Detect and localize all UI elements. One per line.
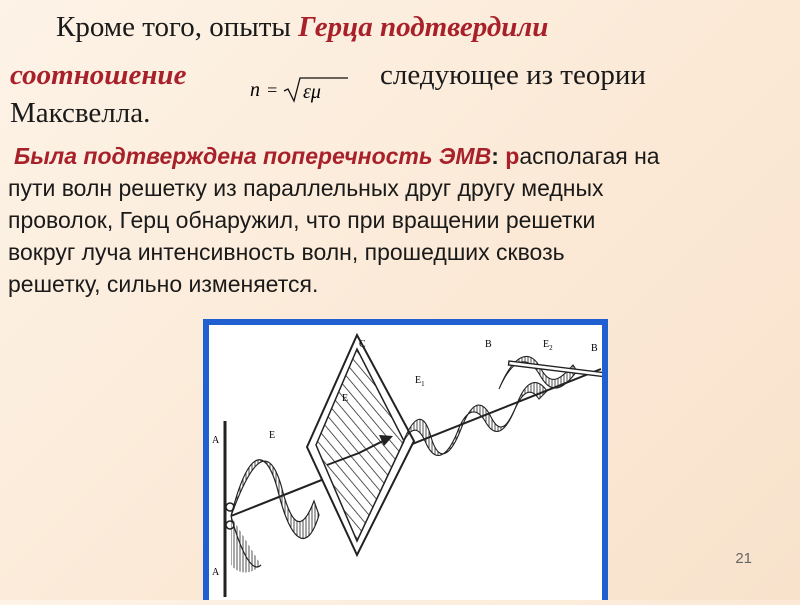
- intro-text: Кроме того, опыты: [56, 11, 299, 43]
- text-line-5: решетку, сильно изменяется.: [8, 271, 319, 297]
- label-e2: $E_2$: [543, 339, 553, 352]
- text-line-3: проволок, Герц обнаружил, что при вращении решетки: [8, 207, 596, 233]
- label-b2: B: [591, 343, 598, 354]
- svg-text:εμ: εμ: [303, 81, 321, 103]
- text-line-2: пути волн решетку из параллельных друг другу медных: [8, 175, 604, 201]
- emphasis-transverse: Была подтверждена поперечность ЭМВ: [14, 143, 492, 169]
- text-line-4: вокруг луча интенсивность волн, прошедших сквозь: [8, 239, 565, 265]
- label-c: C: [359, 339, 366, 350]
- following-text: следующее из теории: [380, 59, 646, 91]
- svg-text:=: =: [266, 80, 279, 100]
- label-a-bottom: A: [212, 567, 220, 578]
- label-a-top: A: [212, 435, 220, 446]
- emphasis-hertz: Герца подтвердили: [298, 11, 549, 43]
- refractive-index-formula: [248, 74, 358, 112]
- label-e: E: [269, 430, 276, 441]
- label-e1: $E_1$: [415, 375, 425, 388]
- emphasis-relation: соотношение: [10, 59, 187, 91]
- wire-grid: [307, 335, 414, 555]
- hertz-experiment-figure: [203, 319, 608, 600]
- label-e-grid: E: [342, 393, 349, 404]
- label-b1: B: [485, 339, 492, 350]
- formula-graphic: [248, 74, 358, 106]
- page-number: 21: [735, 550, 752, 567]
- maxwell-text: Максвелла.: [10, 97, 151, 129]
- wave-grid-diagram: [209, 325, 602, 600]
- svg-text:n: n: [250, 79, 260, 101]
- receiver-rod: [509, 361, 602, 378]
